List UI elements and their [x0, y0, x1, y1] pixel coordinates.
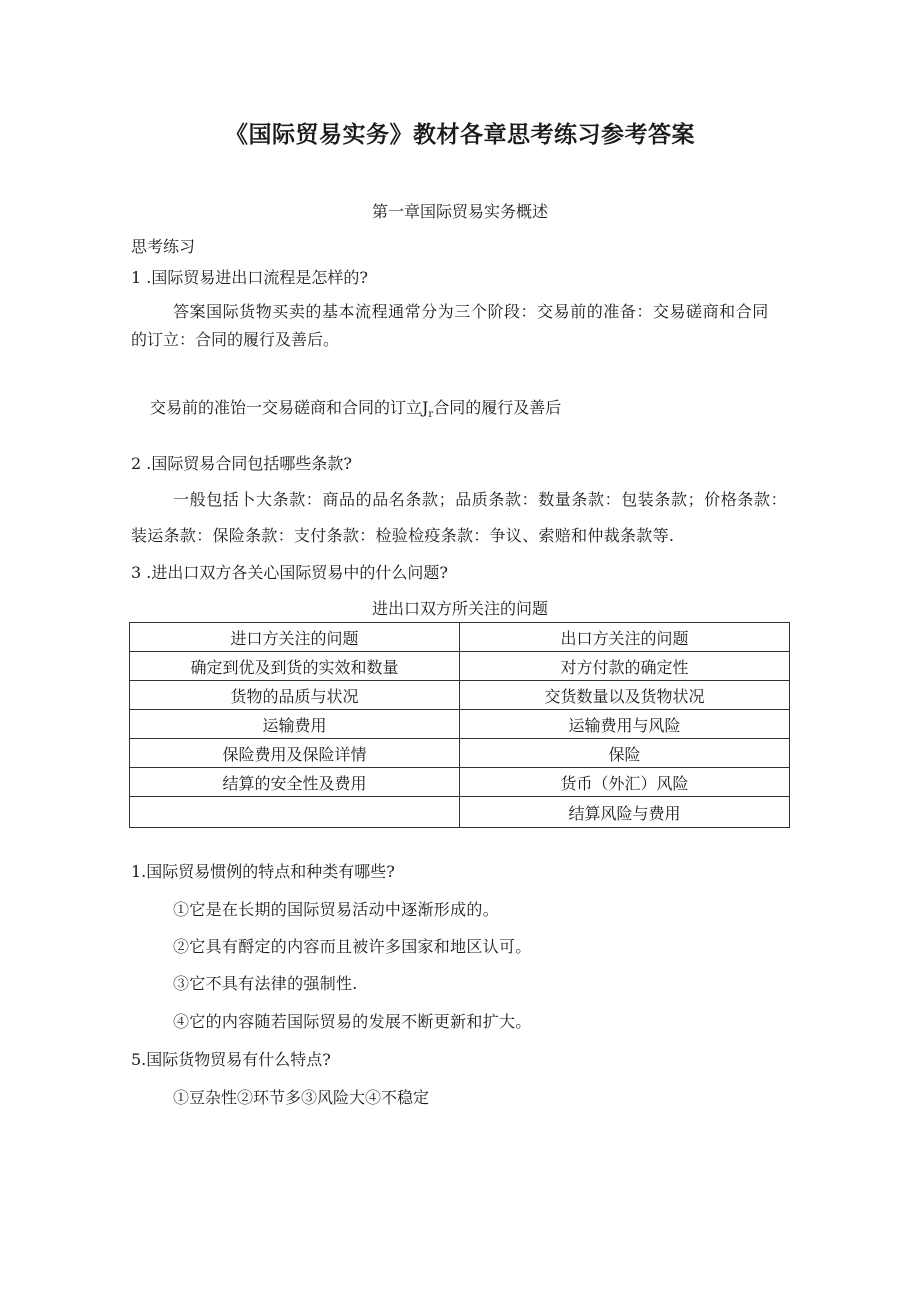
answer-1-line-2: 的订立：合同的履行及善后。 — [131, 330, 340, 349]
table-row — [130, 739, 790, 768]
question-2: 2 .国际贸易合同包括哪些条款? — [131, 454, 352, 473]
flow-end: 合同的履行及善后 — [433, 398, 562, 417]
table-cell: 保险费用及保险详情 — [130, 739, 460, 768]
question-5: 5.国际货物贸易有什么特点? — [131, 1050, 331, 1069]
question-4: 1.国际贸易惯例的特点和种类有哪些? — [131, 862, 395, 881]
table-cell: 结算的安全性及费用 — [130, 768, 460, 797]
table-row — [130, 652, 790, 681]
table-cell: 货币（外汇）风险 — [460, 768, 790, 797]
table-cell: 结算风险与费用 — [460, 797, 790, 828]
table-cell: 出口方关注的问题 — [460, 623, 790, 652]
answer-2-line-2: 装运条款：保险条款：支付条款：检验检疫条款：争议、索赔和仲裁条款等. — [131, 526, 675, 545]
question-3: 3 .进出口双方各关心国际贸易中的什么问题? — [131, 563, 448, 582]
flow-text: 交易前的准饴一交易磋商和合同的订立J — [150, 398, 429, 417]
table-cell — [130, 797, 460, 828]
answer-5: ①豆杂性②环节多③风险大④不稳定 — [173, 1088, 430, 1107]
table-cell: 对方付款的确定性 — [460, 652, 790, 681]
table-cell: 确定到优及到货的实效和数量 — [130, 652, 460, 681]
point-1: ①它是在长期的国际贸易活动中逐渐形成的。 — [173, 900, 500, 919]
chapter-title: 第一章国际贸易实务概述 — [371, 202, 548, 221]
flow-subscript: r — [428, 409, 434, 420]
flow-line — [150, 396, 561, 427]
point-4: ④它的内容随若国际贸易的发展不断更新和扩大。 — [173, 1012, 532, 1031]
point-2: ②它具有酹定的内容而且被许多国家和地区认可。 — [173, 937, 532, 956]
table-cell: 货物的品质与状况 — [130, 681, 460, 710]
answer-2-line-1: 一般包括卜大条款：商品的品名条款；品质条款：数量条款：包装条款；价格条款： — [173, 490, 788, 509]
section-label: 思考练习 — [131, 237, 196, 256]
table-cell: 交货数量以及货物状况 — [460, 681, 790, 710]
question-1: 1 .国际贸易进出口流程是怎样的? — [131, 268, 368, 287]
table-row — [130, 681, 790, 710]
table-cell: 运输费用与风险 — [460, 710, 790, 739]
answer-1-line-1: 答案国际货物买卖的基本流程通常分为三个阶段：交易前的准备：交易磋商和合同 — [173, 302, 769, 321]
point-3: ③它不具有法律的强制性. — [173, 974, 358, 993]
table-row — [130, 797, 790, 828]
table-cell: 运输费用 — [130, 710, 460, 739]
table-row — [130, 768, 790, 797]
table-caption: 进出口双方所关注的问题 — [371, 599, 548, 618]
table-cell: 进口方关注的问题 — [130, 623, 460, 652]
table-row — [130, 710, 790, 739]
table-row — [130, 623, 790, 652]
document-title: 《国际贸易实务》教材各章思考练习参考答案 — [225, 122, 695, 148]
table-cell: 保险 — [460, 739, 790, 768]
concerns-table — [129, 622, 790, 828]
